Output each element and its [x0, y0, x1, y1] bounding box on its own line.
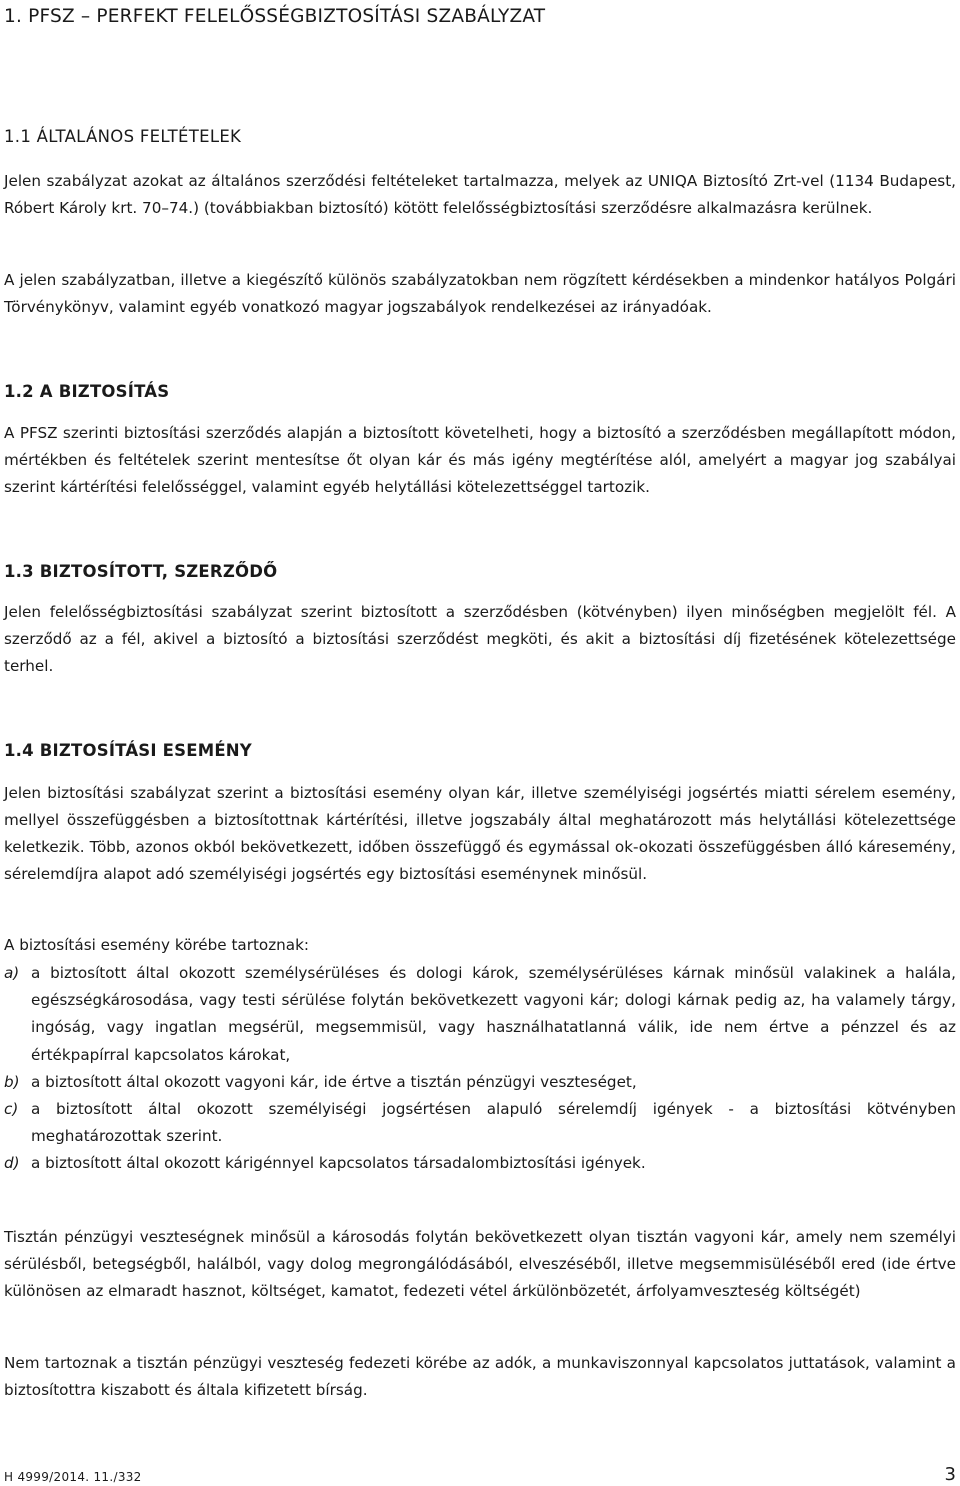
paragraph: Jelen felelősségbiztosítási szabályzat szerint biztosított a szerződésben (kötvényben) ilyen minőségben megjelölt fél. A szerződő az a fél, akivel a biztosító a biztosítási szerződést megköti, és akit a biztosítási díj fizetésének kötelezettsége terhel.	[4, 603, 956, 675]
section-heading: 1.1 ÁLTALÁNOS FELTÉTELEK	[4, 127, 242, 146]
section-insured-contractor-body	[4, 599, 956, 680]
list-item-text: a biztosított által okozott személysérüléses és dologi károk, személysérüléses kárnak minősül valakinek a halála, egészségkárosodása, vagy testi sérülése folytán bekövetkezett vagyoni kár; dologi kárnak pedig az, ha valamely tárgy, ingóság, vagy ingatlan megsérül, megsemmisül, vagy használhatatlanná válik, ide nem értve a pénzzel és az értékpapírral kapcsolatos károkat,	[31, 964, 956, 1064]
section-insured-event-body	[4, 780, 956, 888]
paragraph: Tisztán pénzügyi veszteségnek minősül a károsodás folytán bekövetkezett olyan tisztán vagyoni kár, amely nem személyi sérülésből, betegségből, halálból, vagy dolog megrongálódásából, elveszéséből, illetve megsemmisüléséből ered (ide értve különösen az elmaradt hasznot, költséget, kamatot, fedezeti vétel árkülönbözetét, árfolyamveszteség költségét)	[4, 1228, 956, 1300]
section-heading: 1.3 BIZTOSÍTOTT, SZERZŐDŐ	[4, 562, 278, 581]
list-marker: d)	[4, 1154, 20, 1173]
page-number: 3	[944, 1464, 956, 1485]
section-insurance	[4, 382, 956, 401]
list-item-text: a biztosított által okozott személyiségi jogsértésen alapuló sérelemdíj igények - a biztosítási kötvényben meghatározottak szerint.	[31, 1100, 956, 1146]
list-item	[4, 960, 956, 1069]
section-heading: 1.4 BIZTOSÍTÁSI ESEMÉNY	[4, 741, 252, 760]
paragraph: Nem tartoznak a tisztán pénzügyi veszteség fedezeti körébe az adók, a munkaviszonnyal kapcsolatos juttatások, valamint a biztosítottra kiszabott és általa kifizetett bírság.	[4, 1354, 956, 1399]
section-general-terms	[4, 127, 956, 146]
section-general-terms-body	[4, 168, 956, 222]
page-title: 1. PFSZ – PERFEKT FELELŐSSÉGBIZTOSÍTÁSI SZABÁLYZAT	[4, 6, 546, 27]
pure-financial-loss-paragraph	[4, 1224, 956, 1305]
insured-event-list	[4, 960, 956, 1178]
document-code: H 4999/2014. 11./332	[4, 1470, 142, 1484]
paragraph: Jelen szabályzat azokat az általános szerződési feltételeket tartalmazza, melyek az UNIQA Biztosító Zrt-vel (1134 Budapest, Róbert Károly krt. 70–74.) (továbbiakban biztosító) kötött felelősségbiztosítási szerződésre alkalmazásra kerülnek.	[4, 172, 956, 217]
section-general-terms-body-2	[4, 267, 956, 321]
list-marker: a)	[4, 964, 20, 982]
paragraph: A jelen szabályzatban, illetve a kiegészítő különös szabályzatokban nem rögzített kérdésekben a mindenkor hatályos Polgári Törvénykönyv, valamint egyéb vonatkozó magyar jogszabályok rendelkezései az irányadóak.	[4, 271, 956, 316]
list-item	[4, 1069, 956, 1096]
list-item-text: a biztosított által okozott vagyoni kár, ide értve a tisztán pénzügyi veszteséget,	[31, 1072, 637, 1091]
list-marker: b)	[4, 1072, 20, 1091]
section-insured-event	[4, 741, 956, 760]
section-insurance-body	[4, 420, 956, 501]
paragraph: A biztosítási esemény körébe tartoznak:	[4, 936, 310, 954]
list-marker: c)	[4, 1100, 19, 1119]
list-item-text: a biztosított által okozott kárigénnyel kapcsolatos társadalombiztosítási igények.	[31, 1154, 646, 1173]
section-insured-contractor	[4, 562, 956, 581]
paragraph: Jelen biztosítási szabályzat szerint a biztosítási esemény olyan kár, illetve személyiségi jogsértés miatti sérelem esemény, mellyel összefüggésben a biztosítottnak kártérítési, illetve jogszabály által meghatározott más helytállási kötelezettsége keletkezik. Több, azonos okból bekövetkezett, időben összefüggő és egymással ok-okozati összefüggésben álló káresemény, sérelemdíjra alapot adó személyiségi jogsértés egy biztosítási eseménynek minősül.	[4, 784, 956, 883]
section-insured-event-list-intro	[4, 932, 956, 959]
list-item	[4, 1150, 956, 1177]
section-heading: 1.2 A BIZTOSÍTÁS	[4, 382, 170, 401]
list-item	[4, 1096, 956, 1150]
paragraph: A PFSZ szerinti biztosítási szerződés alapján a biztosított követelheti, hogy a biztosító a szerződésben megállapított módon, mértékben és feltételek szerint mentesítse őt olyan kár és más igény megtérítése alól, amelyért a magyar jog szabályai szerint kártérítési felelősséggel, valamint egyéb helytállási kötelezettséggel tartozik.	[4, 424, 956, 496]
exclusions-paragraph	[4, 1350, 956, 1404]
